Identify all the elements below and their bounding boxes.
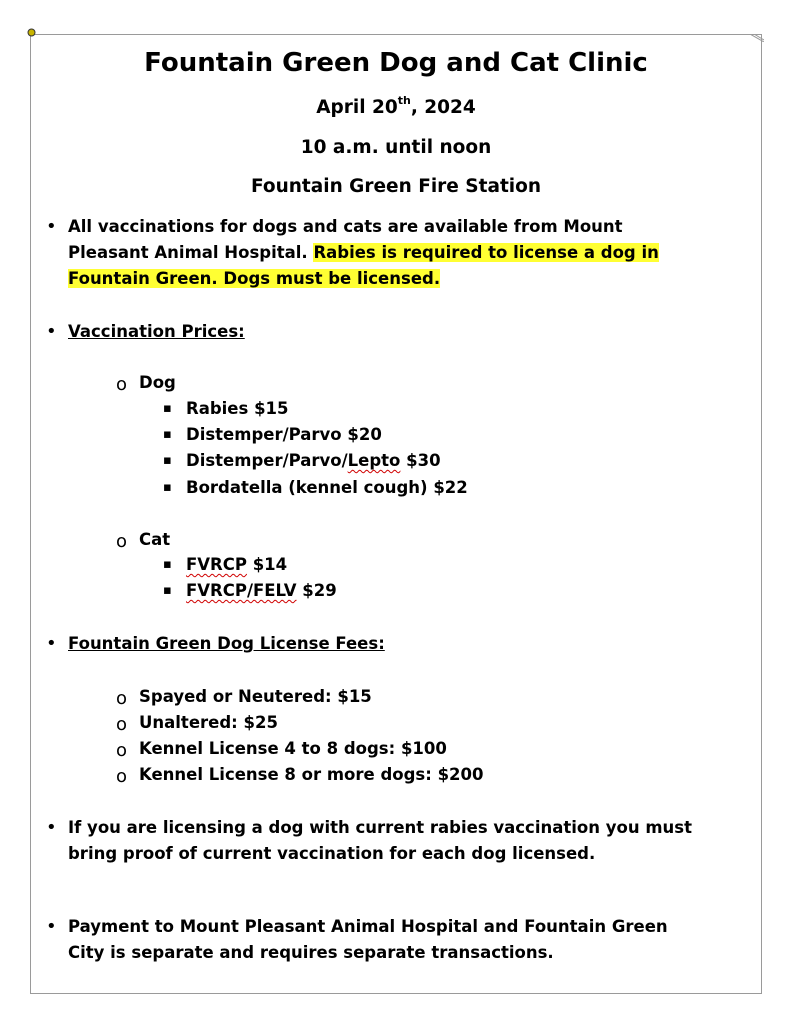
license-fee-item: Kennel License 8 or more dogs: $200 bbox=[139, 765, 484, 784]
proof-line-1: If you are licensing a dog with current rabies vaccination you must bbox=[68, 818, 692, 837]
spellcheck-word: FVRCP/FELV bbox=[186, 581, 297, 600]
dog-dpl-price: Distemper/Parvo/Lepto $30 bbox=[186, 451, 441, 470]
circle-marker: o bbox=[116, 766, 128, 787]
license-fee-item: Unaltered: $25 bbox=[139, 713, 278, 732]
page-fold-icon bbox=[750, 34, 764, 42]
square-marker: ▪ bbox=[163, 480, 172, 495]
bullet-marker: • bbox=[46, 633, 57, 654]
circle-marker: o bbox=[116, 374, 128, 395]
license-fee-item: Spayed or Neutered: $15 bbox=[139, 687, 372, 706]
spellcheck-word: Lepto bbox=[347, 451, 401, 470]
square-marker: ▪ bbox=[163, 427, 172, 442]
highlight-dogs-licensed: Fountain Green. Dogs must be licensed. bbox=[68, 269, 441, 288]
bullet-marker: • bbox=[46, 321, 57, 342]
dog-rabies-price: Rabies $15 bbox=[186, 399, 289, 418]
bullet-marker: • bbox=[46, 216, 57, 237]
cat-fvrcp-felv-price: FVRCP/FELV $29 bbox=[186, 581, 337, 600]
license-fee-item: Kennel License 4 to 8 dogs: $100 bbox=[139, 739, 447, 758]
dog-bordatella-price: Bordatella (kennel cough) $22 bbox=[186, 478, 468, 497]
spellcheck-word: FVRCP bbox=[186, 555, 247, 574]
event-date: April 20th, 2024 bbox=[316, 93, 476, 118]
intro-line-2: Pleasant Animal Hospital. Rabies is required to license a dog in bbox=[68, 243, 659, 262]
circle-marker: o bbox=[116, 740, 128, 761]
cat-fvrcp-price: FVRCP $14 bbox=[186, 555, 288, 574]
circle-marker: o bbox=[116, 688, 128, 709]
square-marker: ▪ bbox=[163, 557, 172, 572]
bullet-marker: • bbox=[46, 916, 57, 937]
event-time: 10 a.m. until noon bbox=[300, 137, 492, 158]
proof-line-2: bring proof of current vaccination for each dog licensed. bbox=[68, 844, 596, 863]
payment-line-1: Payment to Mount Pleasant Animal Hospital and Fountain Green bbox=[68, 917, 668, 936]
bullet-marker: • bbox=[46, 817, 57, 838]
highlight-rabies-required: Rabies is required to license a dog in bbox=[313, 243, 659, 262]
intro-line-3 bbox=[68, 266, 440, 292]
cat-label: Cat bbox=[139, 530, 171, 549]
vaccination-heading: Vaccination Prices: bbox=[68, 322, 245, 341]
square-marker: ▪ bbox=[163, 401, 172, 416]
circle-marker: o bbox=[116, 714, 128, 735]
page-title: Fountain Green Dog and Cat Clinic bbox=[144, 48, 648, 78]
event-location: Fountain Green Fire Station bbox=[250, 176, 542, 197]
dog-label: Dog bbox=[139, 373, 176, 392]
corner-marker-icon bbox=[27, 28, 36, 37]
square-marker: ▪ bbox=[163, 453, 172, 468]
square-marker: ▪ bbox=[163, 583, 172, 598]
payment-line-2: City is separate and requires separate transactions. bbox=[68, 943, 554, 962]
date-suffix: th bbox=[397, 93, 411, 107]
intro-line-1: All vaccinations for dogs and cats are available from Mount bbox=[68, 217, 623, 236]
license-heading: Fountain Green Dog License Fees: bbox=[68, 634, 385, 653]
dog-distemper-parvo-price: Distemper/Parvo $20 bbox=[186, 425, 382, 444]
circle-marker: o bbox=[116, 531, 128, 552]
